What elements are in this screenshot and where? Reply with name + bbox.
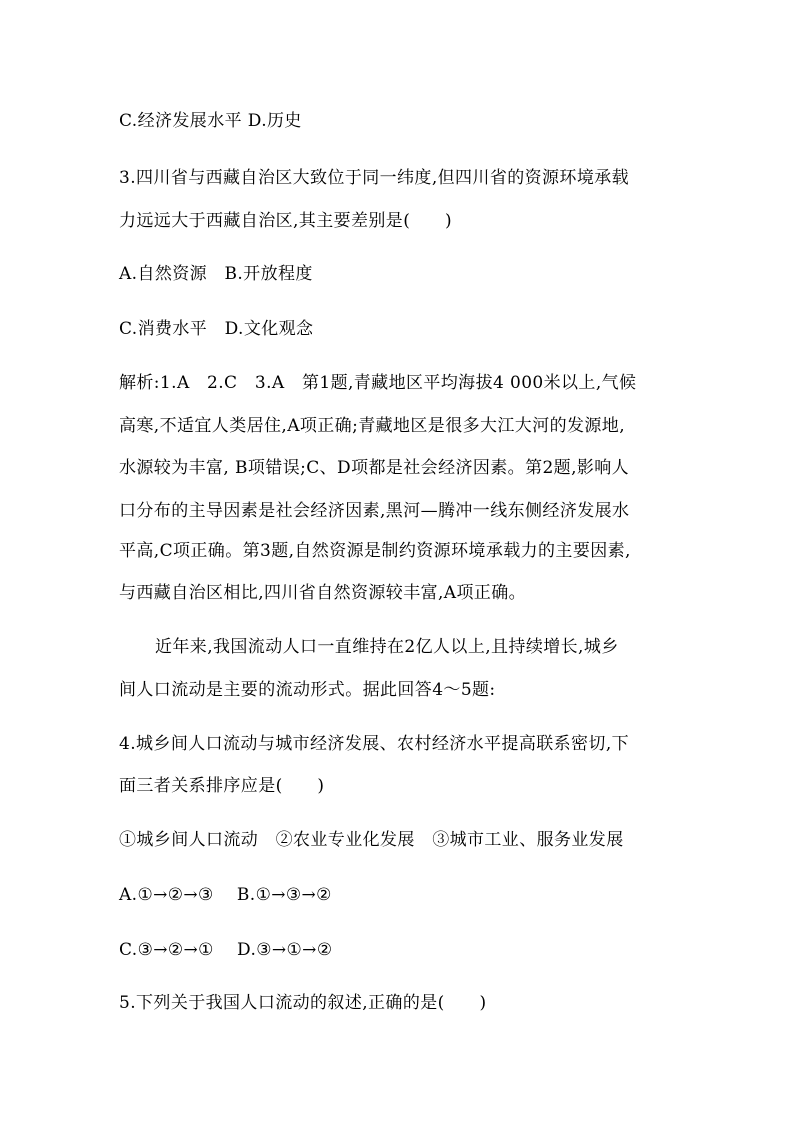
analysis-line-6: 与西藏自治区相比,四川省自然资源较丰富,A项正确。 [119,583,527,603]
question-3-line-1: 3.四川省与西藏自治区大致位于同一纬度,但四川省的资源环境承载 [119,168,630,188]
question-4-options-c-d: C.③→②→① D.③→①→② [119,940,333,960]
question-5-line-1: 5.下列关于我国人口流动的叙述,正确的是( ) [119,993,487,1013]
passage-line-2: 间人口流动是主要的流动形式。据此回答4～5题: [119,680,496,700]
analysis-line-3: 水源较为丰富, B项错误;C、D项都是社会经济因素。第2题,影响人 [119,458,630,478]
question-4-line-1: 4.城乡间人口流动与城市经济发展、农村经济水平提高联系密切,下 [119,734,630,754]
analysis-line-5: 平高,C项正确。第3题,自然资源是制约资源环境承载力的主要因素, [119,541,631,561]
option-line-c-d: C.经济发展水平 D.历史 [119,111,302,131]
question-3-options-a-b: A.自然资源 B.开放程度 [119,264,313,284]
question-4-statements: ①城乡间人口流动 ②农业专业化发展 ③城市工业、服务业发展 [119,830,624,850]
question-3-options-c-d: C.消费水平 D.文化观念 [119,319,314,339]
question-4-options-a-b: A.①→②→③ B.①→③→② [119,885,332,905]
question-3-line-2: 力远远大于西藏自治区,其主要差别是( ) [119,211,453,231]
passage-line-1: 近年来,我国流动人口一直维持在2亿人以上,且持续增长,城乡 [155,637,619,657]
analysis-line-1: 解析:1.A 2.C 3.A 第1题,青藏地区平均海拔4 000米以上,气候 [119,373,637,393]
question-4-line-2: 面三者关系排序应是( ) [119,776,325,796]
analysis-line-2: 高寒,不适宜人类居住,A项正确;青藏地区是很多大江大河的发源地, [119,416,626,436]
analysis-line-4: 口分布的主导因素是社会经济因素,黑河—腾冲一线东侧经济发展水 [119,501,630,521]
